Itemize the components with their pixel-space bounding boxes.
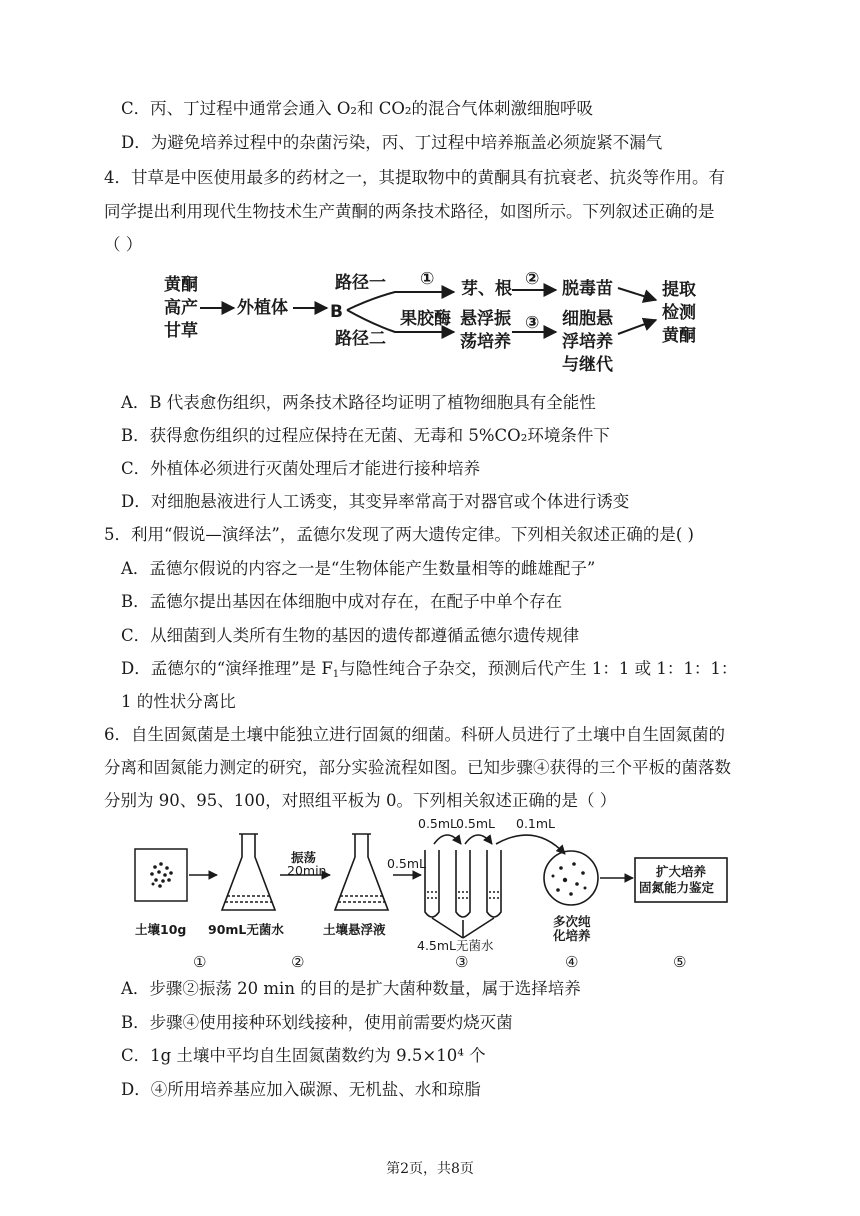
path1-label: 路径一	[335, 273, 386, 293]
arrow-tube2-tube3	[465, 835, 492, 844]
q6-procedure-diagram	[125, 812, 735, 972]
step-1-marker: ①	[193, 953, 207, 971]
water90-label: 90mL无菌水	[208, 922, 284, 937]
path2-label: 路径二	[335, 329, 386, 349]
q4-option-c: C．外植体必须进行灭菌处理后才能进行接种培养	[121, 459, 481, 478]
explant-label: 外植体	[237, 298, 288, 318]
suspension-line2: 荡培养	[460, 332, 511, 352]
q4-stem-line2: 同学提出利用现代生物技术生产黄酮的两条技术路径，如图所示。下列叙述正确的是	[104, 202, 715, 221]
box-label-line1: 扩大培养	[656, 864, 707, 879]
box-label-line2: 固氮能力鉴定	[639, 880, 715, 895]
plate-colonies	[552, 862, 587, 896]
page-footer: 第2页，共8页	[386, 1161, 474, 1177]
q6-stem-line3: 分别为 90、95、100，对照组平板为 0。下列相关叙述正确的是（ ）	[104, 791, 617, 810]
purify-label-line2: 化培养	[553, 928, 591, 943]
cell-line3: 与继代	[562, 355, 613, 374]
bud-root-label: 芽、根	[461, 279, 512, 299]
q4-option-b: B．获得愈伤组织的过程应保持在无菌、无毒和 5%CO₂环境条件下	[121, 426, 610, 445]
q3-option-d: D．为避免培养过程中的杂菌污染，丙、丁过程中培养瓶盖必须旋紧不漏气	[121, 133, 663, 152]
virus-free-label: 脱毒苗	[562, 279, 613, 299]
culture-plate	[544, 851, 598, 905]
step-2-marker: ②	[291, 953, 305, 971]
step3-label: ③	[525, 313, 540, 333]
suspension-line1: 悬浮振	[460, 309, 511, 329]
soil-particles	[150, 862, 173, 888]
water-pointer-3	[463, 918, 494, 938]
volume-label-4: 0.1mL	[516, 816, 556, 831]
q4-answer-paren: （ ）	[104, 235, 143, 254]
step-3-marker: ③	[455, 953, 469, 971]
q5-option-d-subscript: 1	[332, 669, 340, 680]
final-line1: 提取	[662, 280, 696, 300]
b-node-label: B	[330, 302, 343, 322]
q5-option-d-continued: 1 的性状分离比	[121, 692, 236, 711]
q6-option-a: A．步骤②振荡 20 min 的目的是扩大菌种数量，属于选择培养	[121, 979, 581, 998]
water-pointer-1	[432, 918, 463, 938]
soil-sample-box	[135, 849, 187, 901]
shake-label-line1: 振荡	[291, 850, 317, 865]
dilution-tube-2	[456, 850, 470, 917]
q4-option-a: A．B 代表愈伤组织，两条技术路径均证明了植物细胞具有全能性	[121, 393, 596, 412]
q5-option-a: A．孟德尔假说的内容之一是“生物体能产生数量相等的雌雄配子”	[121, 559, 596, 578]
cell-line2: 浮培养	[562, 332, 613, 352]
arrow-tube3-plate	[496, 835, 565, 854]
step-5-marker: ⑤	[673, 953, 687, 971]
cell-line1: 细胞悬	[562, 309, 613, 329]
q6-option-b: B．步骤④使用接种环划线接种，使用前需要灼烧灭菌	[121, 1013, 513, 1032]
q4-stem-line1: 4．甘草是中医使用最多的药材之一，其提取物中的黄酮具有抗衰老、抗炎等作用。有	[104, 168, 725, 187]
arrow-tube1-tube2	[434, 835, 461, 844]
step2-label: ②	[525, 269, 540, 289]
final-line2: 检测	[662, 303, 696, 323]
dilution-tube-1	[425, 850, 439, 917]
dilution-tube-3	[487, 850, 501, 917]
water45-label: 4.5mL无菌水	[417, 938, 494, 953]
source-line1: 黄酮	[164, 275, 198, 295]
flask-suspension	[335, 834, 388, 910]
q3-option-c: C．丙、丁过程中通常会通入 O₂和 CO₂的混合气体刺激细胞呼吸	[121, 99, 594, 118]
arrow-virus-to-final	[618, 288, 656, 300]
q5-option-c: C．从细菌到人类所有生物的基因的遗传都遵循孟德尔遗传规律	[121, 626, 580, 645]
source-line2: 高产	[164, 298, 198, 318]
purify-label-line1: 多次纯	[553, 914, 591, 929]
q6-stem-line1: 6．自生固氮菌是土壤中能独立进行固氮的细菌。科研人员进行了土壤中自生固氮菌的	[104, 725, 725, 744]
q6-stem-line2: 分离和固氮能力测定的研究，部分实验流程如图。已知步骤④获得的三个平板的菌落数	[104, 758, 731, 777]
q4-pathway-diagram	[150, 262, 720, 374]
q6-option-c: C．1g 土壤中平均自生固氮菌数约为 9.5×10⁴ 个	[121, 1046, 486, 1065]
flask-water	[222, 834, 275, 910]
volume-label-3: 0.5mL	[456, 816, 496, 831]
enzyme-label: 果胶酶	[400, 309, 451, 329]
step-4-marker: ④	[565, 953, 579, 971]
q5-option-d	[121, 658, 737, 686]
q6-option-d: D．④所用培养基应加入碳源、无机盐、水和琼脂	[121, 1080, 481, 1099]
volume-label-2: 0.5mL	[418, 816, 458, 831]
q5-option-b: B．孟德尔提出基因在体细胞中成对存在，在配子中单个存在	[121, 592, 563, 611]
step1-label: ①	[420, 269, 435, 289]
suspension-label: 土壤悬浮液	[323, 922, 386, 937]
final-line3: 黄酮	[662, 326, 696, 346]
arrow-path1	[347, 292, 454, 310]
shake-label-line2: 20min	[287, 863, 327, 878]
q5-stem: 5．利用“假说—演绎法”，孟德尔发现了两大遗传定律。下列相关叙述正确的是( )	[104, 525, 694, 544]
source-line3: 甘草	[164, 321, 198, 341]
volume-label-1: 0.5mL	[387, 856, 427, 871]
q5-option-d-part1: D．孟德尔的“演绎推理”是 F	[121, 659, 333, 678]
q5-option-d-part2: 与隐性纯合子杂交，预测后代产生 1：1 或 1：1：1：	[339, 659, 738, 678]
soil-label: 土壤10g	[135, 922, 187, 937]
q4-option-d: D．对细胞悬液进行人工诱变，其变异率常高于对器官或个体进行诱变	[121, 492, 630, 511]
arrow-cell-to-final	[618, 320, 656, 334]
